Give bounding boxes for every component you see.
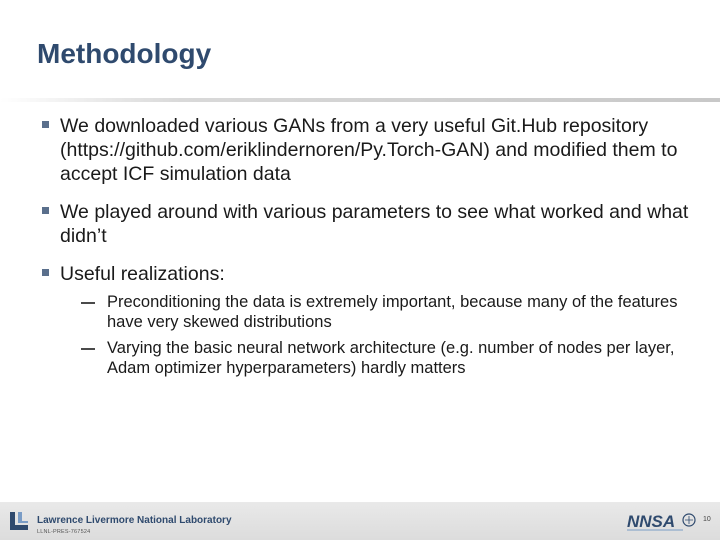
square-bullet-icon <box>42 121 49 128</box>
dash-bullet-icon <box>81 348 95 350</box>
square-bullet-icon <box>42 269 49 276</box>
nnsa-logo-icon <box>627 511 697 533</box>
slide-footer <box>0 502 720 540</box>
bullet-item <box>40 200 700 248</box>
sub-bullet-text: Preconditioning the data is extremely important, because many of the features have very skewed distributions <box>107 293 678 331</box>
nnsa-logo-text: NNSA <box>627 512 676 531</box>
bullet-item <box>40 114 700 186</box>
sub-bullet-item <box>60 338 700 378</box>
slide-body <box>40 114 700 392</box>
square-bullet-icon <box>42 207 49 214</box>
llnl-logo-icon <box>8 510 30 532</box>
bullet-text: Useful realizations: <box>60 263 225 285</box>
sub-bullet-item <box>60 292 700 332</box>
bullet-text: We played around with various parameters to see what worked and what didn’t <box>60 201 689 247</box>
dash-bullet-icon <box>81 302 95 304</box>
sub-bullet-text: Varying the basic neural network architecture (e.g. number of nodes per layer, Adam optimizer hyperparameters) hardly matters <box>107 339 675 377</box>
page-number: 10 <box>703 516 711 523</box>
slide-title: Methodology <box>37 38 212 69</box>
bullet-text: We downloaded various GANs from a very useful Git.Hub repository (https://github.com/eriklindernoren/Py.Torch-GAN) and modified them to accept ICF simulation data <box>60 115 678 185</box>
document-id: LLNL-PRES-767524 <box>37 529 91 535</box>
title-divider <box>0 98 720 102</box>
bullet-item <box>40 262 700 378</box>
lab-name: Lawrence Livermore National Laboratory <box>37 515 232 526</box>
